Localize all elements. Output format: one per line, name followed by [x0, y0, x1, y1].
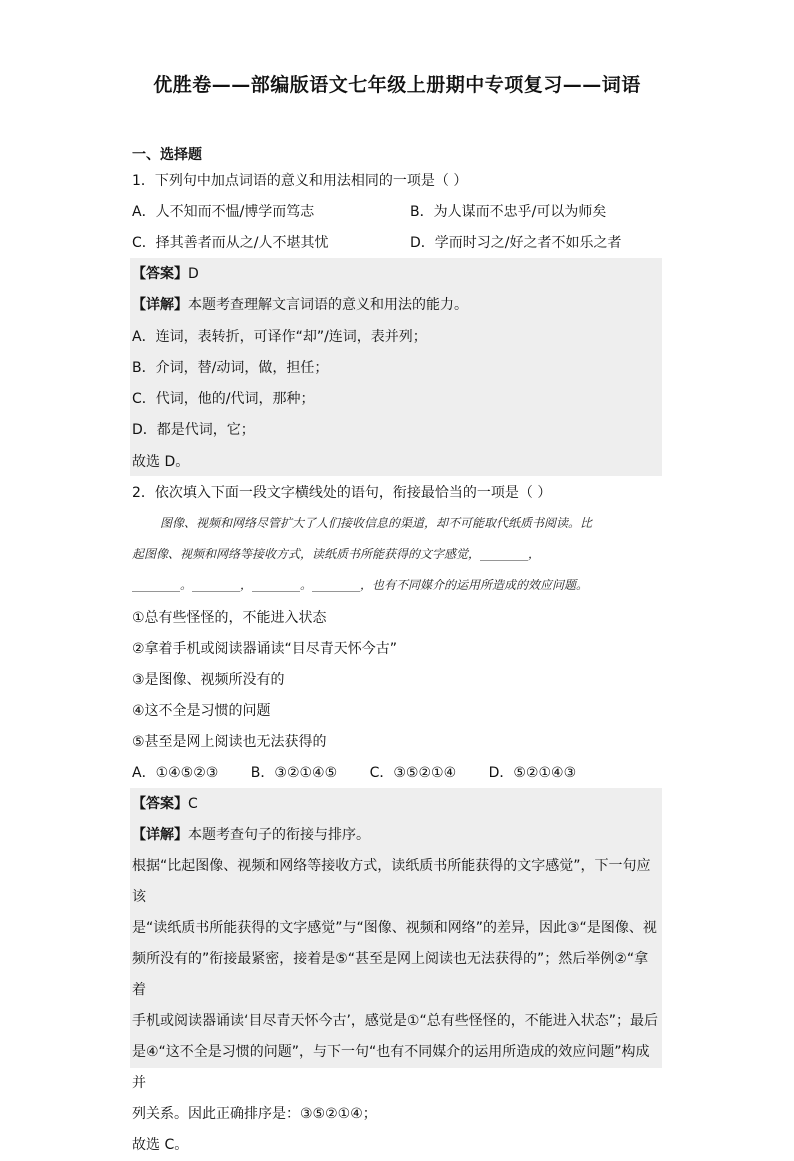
detail-tag: 【详解】: [132, 297, 188, 313]
q2-choice-d: D．⑤②①④③: [488, 765, 577, 781]
detail-text: 本题考查理解文言词语的意义和用法的能力。: [188, 297, 468, 313]
answer-tag: 【答案】: [132, 266, 188, 282]
explanation-line: 频所没有的”衔接最紧密，接着是⑤“甚至是网上阅读也无法获得的”；然后举例②“拿着: [132, 951, 649, 998]
q1-answer: [132, 264, 199, 284]
q2-choice-b: B．③②①④⑤: [250, 765, 338, 781]
q1-expl-d: D．都是代词，它；: [132, 422, 255, 438]
q2-explanation: [132, 851, 660, 1161]
q2-choices: [132, 763, 604, 783]
q2-item-4: ④这不全是习惯的问题: [132, 703, 271, 719]
answer-tag: 【答案】: [132, 796, 188, 812]
q2-passage: [132, 508, 662, 601]
q1-option-a: A．人不知而不愠/博学而笃志: [132, 204, 315, 220]
detail-tag: 【详解】: [132, 827, 188, 843]
passage-line: 起图像、视频和网络等接收方式，读纸质书所能获得的文字感觉，________，: [132, 547, 541, 561]
page-title: 优胜卷——部编版语文七年级上册期中专项复习——词语: [153, 74, 641, 96]
q2-item-5: ⑤甚至是网上阅读也无法获得的: [132, 734, 327, 750]
q1-stem: 1．下列句中加点词语的意义和用法相同的一项是（ ）: [132, 173, 468, 189]
section-heading: 一、选择题: [132, 147, 202, 163]
explanation-line: 列关系。因此正确排序是：③⑤②①④；: [132, 1106, 377, 1122]
q2-detail: [132, 825, 370, 845]
q2-item-1: ①总有些怪怪的，不能进入状态: [132, 610, 327, 626]
q2-choice-a: A．①④⑤②③: [132, 765, 219, 781]
explanation-line: 手机或阅读器诵读‘目尽青天怀今古’，感觉是①“总有些怪怪的，不能进入状态”；最后: [132, 1013, 658, 1029]
q1-option-b: B．为人谋而不忠乎/可以为师矣: [410, 204, 607, 220]
answer-value: C: [188, 796, 198, 812]
explanation-line: 故选 C。: [132, 1137, 189, 1153]
explanation-line: 是“读纸质书所能获得的文字感觉”与“图像、视频和网络”的差异，因此③“是图像、视: [132, 920, 657, 936]
explanation-line: 是④“这不全是习惯的问题”，与下一句“也有不同媒介的运用所造成的效应问题”构成并: [132, 1044, 650, 1091]
q2-choice-c: C．③⑤②①④: [369, 765, 457, 781]
q2-item-3: ③是图像、视频所没有的: [132, 672, 285, 688]
q1-detail: [132, 295, 468, 315]
answer-value: D: [188, 266, 199, 282]
explanation-line: 根据“比起图像、视频和网络等接收方式，读纸质书所能获得的文字感觉”，下一句应该: [132, 858, 651, 905]
q2-item-2: ②拿着手机或阅读器诵读“目尽青天怀今古”: [132, 641, 398, 657]
q2-answer: [132, 794, 198, 814]
detail-text: 本题考查句子的衔接与排序。: [188, 827, 370, 843]
passage-line: ________。________，________。________，也有不同媒介的运用所造成的效应问题。: [132, 578, 589, 592]
q2-stem: 2．依次填入下面一段文字横线处的语句，衔接最恰当的一项是（ ）: [132, 485, 552, 501]
q1-expl-a: A．连词，表转折，可译作“却”/连词，表并列；: [132, 329, 427, 345]
q1-option-c: C．择其善者而从之/人不堪其忧: [132, 235, 329, 251]
q1-conclusion: 故选 D。: [132, 454, 190, 470]
passage-line: 图像、视频和网络尽管扩大了人们接收信息的渠道，却不可能取代纸质书阅读。比: [160, 516, 593, 530]
q1-expl-c: C．代词，他的/代词，那种；: [132, 391, 315, 407]
q1-expl-b: B．介词，替/动词，做，担任；: [132, 360, 329, 376]
q1-option-d: D．学而时习之/好之者不如乐之者: [410, 235, 622, 251]
